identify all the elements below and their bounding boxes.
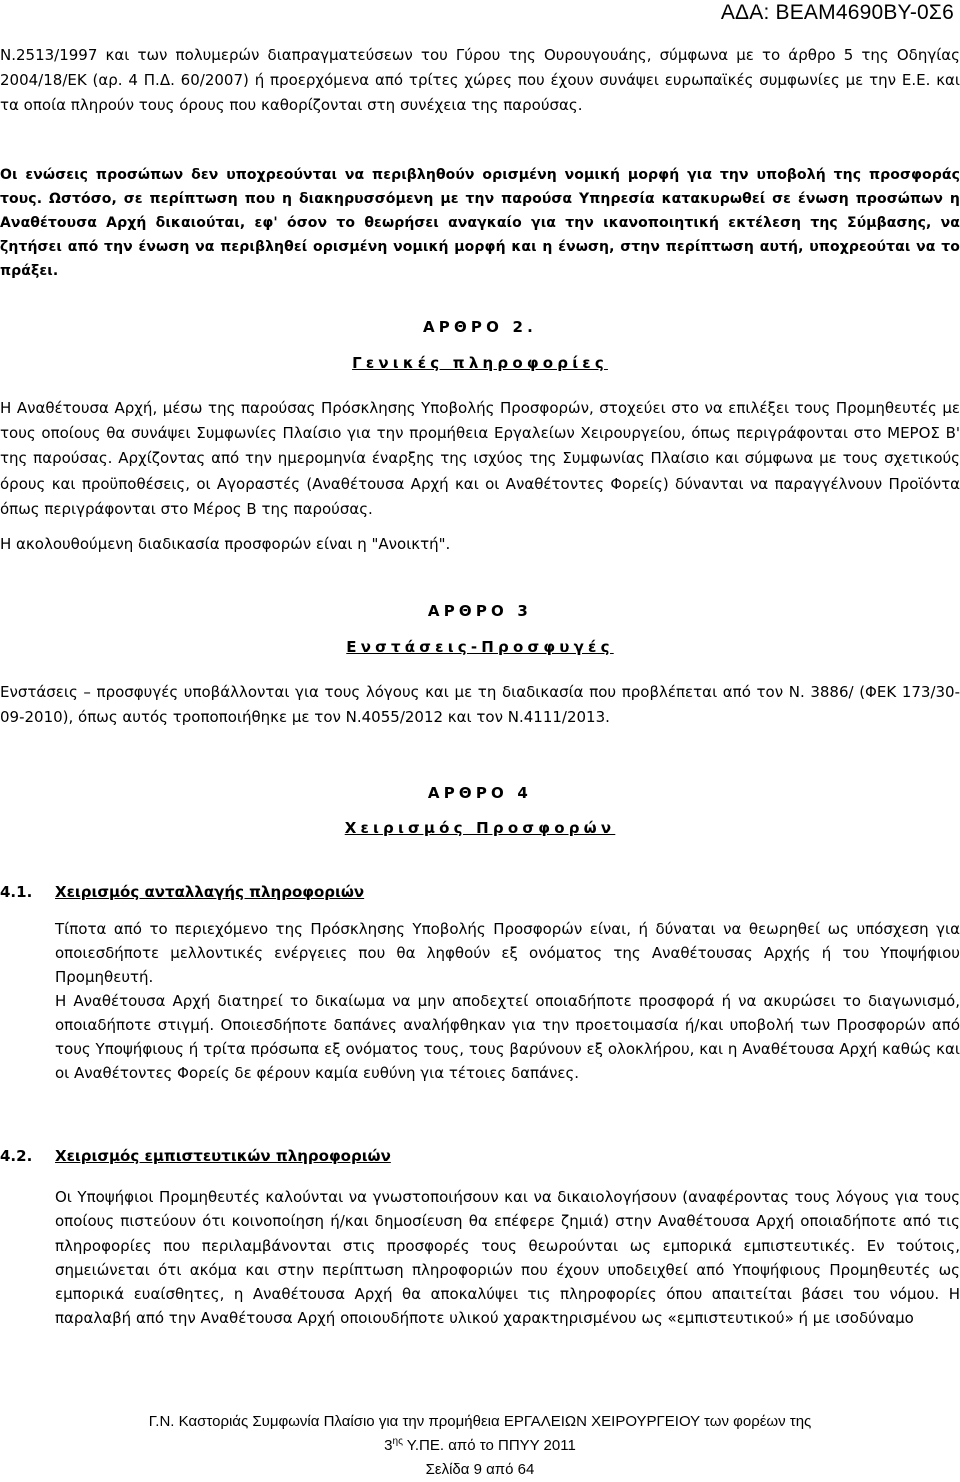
article-4-subheading: Χειρισμός Προσφορών [344,819,616,837]
article-2-body [0,396,960,556]
section-4-2-number: 4.2. [0,1147,33,1165]
intro-section [0,43,960,118]
article-3-subheading: Ενστάσεις-Προσφυγές [346,638,614,656]
section-4-1-number: 4.1. [0,883,33,901]
footer-page-number: Σελίδα 9 από 64 [425,1461,535,1478]
unions-paragraph: Οι ενώσεις προσώπων δεν υποχρεούνται να περιβληθούν ορισμένη νομική μορφή για την υποβολή της προσφοράς τους. Ωστόσο, σε περίπτωση που η διακηρυσσόμενη με την παρούσα Υπηρεσία κατακυρωθεί σε ένωση προσώπων η Αναθέτουσα Αρχή δικαιούται, εφ' όσον το θεωρήσει αναγκαίο για την ικανοποιητική εκτέλεση της Σύμβασης, να ζητήσει από την ένωση να περιβληθεί ορισμένη νομική μορφή και η ένωση, στην περίπτωση αυτή, υποχρεούται να το πράξει. [0,167,960,279]
article-2-paragraph-2: Η ακολουθούμενη διαδικασία προσφορών είναι η "Ανοικτή". [0,535,451,554]
section-4-1-body [55,917,960,1085]
section-4-1-paragraph-1: Τίποτα από το περιεχόμενο της Πρόσκλησης Υποβολής Προσφορών είναι, ή δύναται να θεωρηθεί ως υπόσχεση για οποιεσδήποτε μελλοντικές ενέργειες που θα ληφθούν εξ ονόματος της Αναθέτουσας Αρχής ή του Υποψήφιου Προμηθευτή. [55,920,960,986]
section-4-2-body [55,1185,960,1331]
ada-header: ΑΔΑ: ΒΕΑΜ4690ΒΥ-0Σ6 [720,1,954,24]
article-3-paragraph: Ενστάσεις – προσφυγές υποβάλλονται για τους λόγους και με τη διαδικασία που προβλέπεται από τον Ν. 3886/ (ΦΕΚ 173/30-09-2010), όπως αυτός τροποποιήθηκε με τον Ν.4055/2012 και τον Ν.4111/2013. [0,683,960,726]
article-4-heading: ΑΡΘΡΟ 4 [427,784,533,802]
intro-paragraph: Ν.2513/1997 και των πολυμερών διαπραγματεύσεων του Γύρου της Ουρουγουάης, σύμφωνα με το άρθρο 5 της Οδηγίας 2004/18/ΕΚ (αρ. 4 Π.Δ. 60/2007) ή προερχόμενα από τρίτες χώρες που έχουν συνάψει ευρωπαϊκές συμφωνίες με την Ε.Ε. και τα οποία πληρούν τους όρους που καθορίζονται στη συνέχεια της παρούσας. [0,46,960,114]
footer-region-suffix: ης [392,1436,403,1447]
section-4-1-title: Χειρισμός ανταλλαγής πληροφοριών [55,883,365,901]
footer [0,1410,960,1482]
unions-section [0,163,960,283]
section-4-2-paragraph-1: Οι Υποψήφιοι Προμηθευτές καλούνται να γνωστοποιήσουν και να δικαιολογήσουν (αναφέροντας τους λόγους για τους οποίους πιστεύουν ότι κοινοποίηση ή/και δημοσίευση θα επέφερε ζημιά) στην Αναθέτουσα Αρχή οποιαδήποτε από τις πληροφορίες που περιλαμβάνονται στις προσφορές τους θεωρούνται ως εμπορικά εμπιστευτικές. Εν τούτοις, σημειώνεται ότι ακόμα και στην περίπτωση πληροφοριών που έχουν υποδειχθεί από Υποψήφιους Προμηθευτές ως εμπορικά ευαίσθητες, η Αναθέτουσα Αρχή θα αποκαλύψει τις πληροφορίες όπου απαιτείται βάσει του νόμου. Η παραλαβή από την Αναθέτουσα Αρχή οποιουδήποτε υλικού χαρακτηρισμένου ως «εμπιστευτικού» ή με ισοδύναμο [55,1188,960,1328]
footer-line-1: Γ.Ν. Καστοριάς Συμφωνία Πλαίσιο για την προμήθεια ΕΡΓΑΛΕΙΩΝ ΧΕΙΡΟΥΡΓΕΙΟΥ των φορέων της [148,1413,812,1430]
section-4-2-title: Χειρισμός εμπιστευτικών πληροφοριών [55,1147,391,1165]
footer-line-2 [0,1434,960,1458]
article-2-heading: ΑΡΘΡΟ 2. [422,318,538,336]
article-2-subheading: Γενικές πληροφορίες [352,354,608,372]
article-3-body [0,680,960,730]
article-2-paragraph-1: Η Αναθέτουσα Αρχή, μέσω της παρούσας Πρόσκλησης Υποβολής Προσφορών, στοχεύει στο να επιλέξει τους Προμηθευτές με τους οποίους θα συνάψει Συμφωνίες Πλαίσιο για την προμήθεια Εργαλείων Χειρουργείου, όπως περιγράφονται στο ΜΕΡΟΣ Β' της παρούσας. Αρχίζοντας από την ημερομηνία έναρξης της ισχύος της Συμφωνίας Πλαίσιο και σύμφωνα με τους σχετικούς όρους και προϋποθέσεις, οι Αγοραστές (Αναθέτουσα Αρχή και οι Αναθέτοντες Φορείς) δύνανται να παραγγέλνουν Προϊόντα όπως περιγράφονται στο Μέρος Β της παρούσας. [0,399,960,518]
article-3-heading: ΑΡΘΡΟ 3 [427,602,533,620]
footer-region-number: 3 [384,1437,393,1454]
section-4-1-paragraph-2: Η Αναθέτουσα Αρχή διατηρεί το δικαίωμα να μην αποδεχτεί οποιαδήποτε προσφορά ή να ακυρώσει το διαγωνισμό, οποιαδήποτε στιγμή. Οποιεσδήποτε δαπάνες αναλήφθηκαν για την προετοιμασία ή/και υποβολή των Προσφορών από τους Υποψήφιους ή τρίτα πρόσωπα εξ ονόματος τους, τους βαρύνουν εξ ολοκλήρου, και η Αναθέτουσα Αρχή καθώς και οι Αναθέτοντες Φορείς δε φέρουν καμία ευθύνη για τέτοιες δαπάνες. [55,992,960,1082]
footer-line-2-text: Υ.ΠΕ. από το ΠΠΥΥ 2011 [402,1437,576,1454]
